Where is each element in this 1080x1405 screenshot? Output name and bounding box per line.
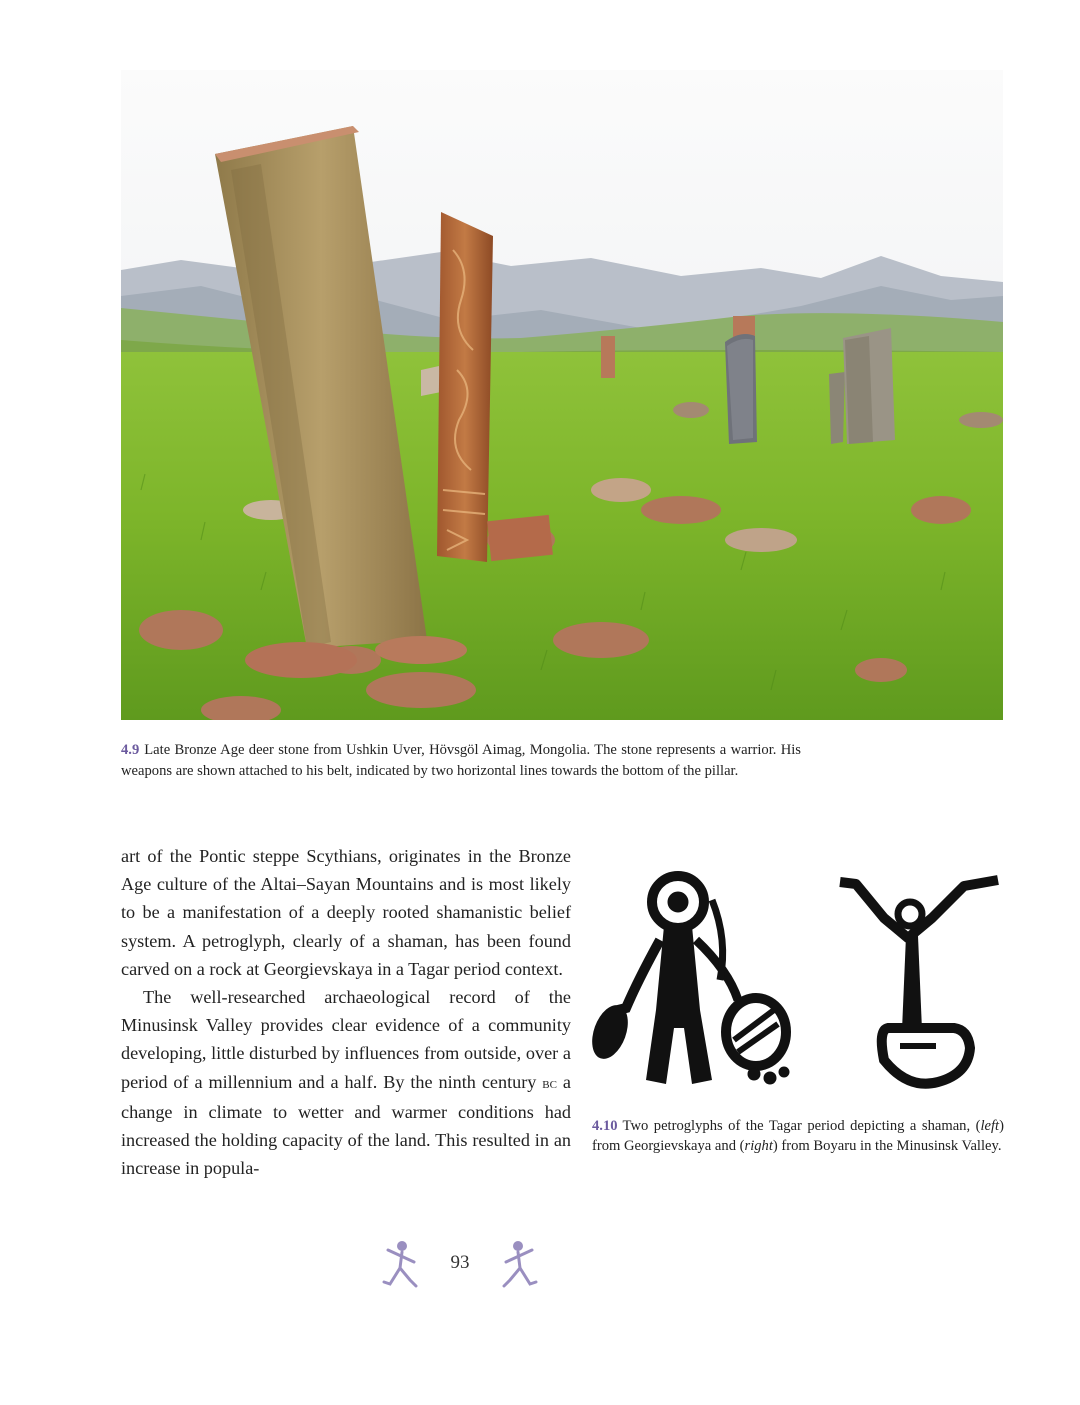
paragraph-2-era: bc (542, 1074, 557, 1092)
page-number: 93 (450, 1252, 470, 1273)
body-paragraph-2 (121, 983, 571, 1182)
figure-4-10-number: 4.10 (592, 1118, 618, 1134)
shaman-petroglyph-left (588, 876, 789, 1084)
body-paragraph-1: art of the Pontic steppe Scythians, originates in the Bronze Age culture of the Altai–Sayan Mountains and is most likely to be a manifestation of a deeply rooted shamanistic belief system. A petroglyph, clearly of a shaman, has been found carved on a rock at Georgievskaya in a Tagar period context. (121, 846, 571, 979)
figure-4-10-caption-a: Two petroglyphs of the Tagar period depicting a shaman, ( (622, 1118, 981, 1134)
figure-4-9-number: 4.9 (121, 742, 140, 758)
deer-stone-photo (121, 70, 1003, 720)
figure-4-10-caption-c: ) from Boyaru in the Minusinsk Valley. (772, 1138, 1002, 1154)
figure-4-9-caption-text: Late Bronze Age deer stone from Ushkin Uver, Hövsgöl Aimag, Mongolia. The stone represents a warrior. His weapons are shown attached to his belt, indicated by two horizontal lines towards the bottom of the pillar. (121, 742, 801, 779)
dancing-figure-icon (498, 1240, 538, 1290)
paragraph-2-part-b: a change in climate to wetter and warmer conditions had increased the holding capacity of the land. This resulted in an increase in popula- (121, 1071, 571, 1179)
figure-4-9-caption (121, 740, 801, 781)
figure-4-10-caption-b: ) from Georgievskaya and ( (592, 1118, 1004, 1154)
body-text (121, 842, 571, 1182)
petroglyphs-figure (588, 860, 1008, 1100)
figure-4-10-left-word: left (980, 1118, 1000, 1134)
figure-4-10-caption (592, 1116, 1004, 1156)
paragraph-2-part-a: The well-researched archaeological record of the Minusinsk Valley provides clear evidence of a community developing, little disturbed by influences from outside, over a period of a millennium and a half. By the ninth century (121, 987, 571, 1092)
figure-4-10-right-word: right (744, 1138, 773, 1154)
page-footer (380, 1238, 540, 1292)
shaman-petroglyph-right (840, 880, 998, 1084)
